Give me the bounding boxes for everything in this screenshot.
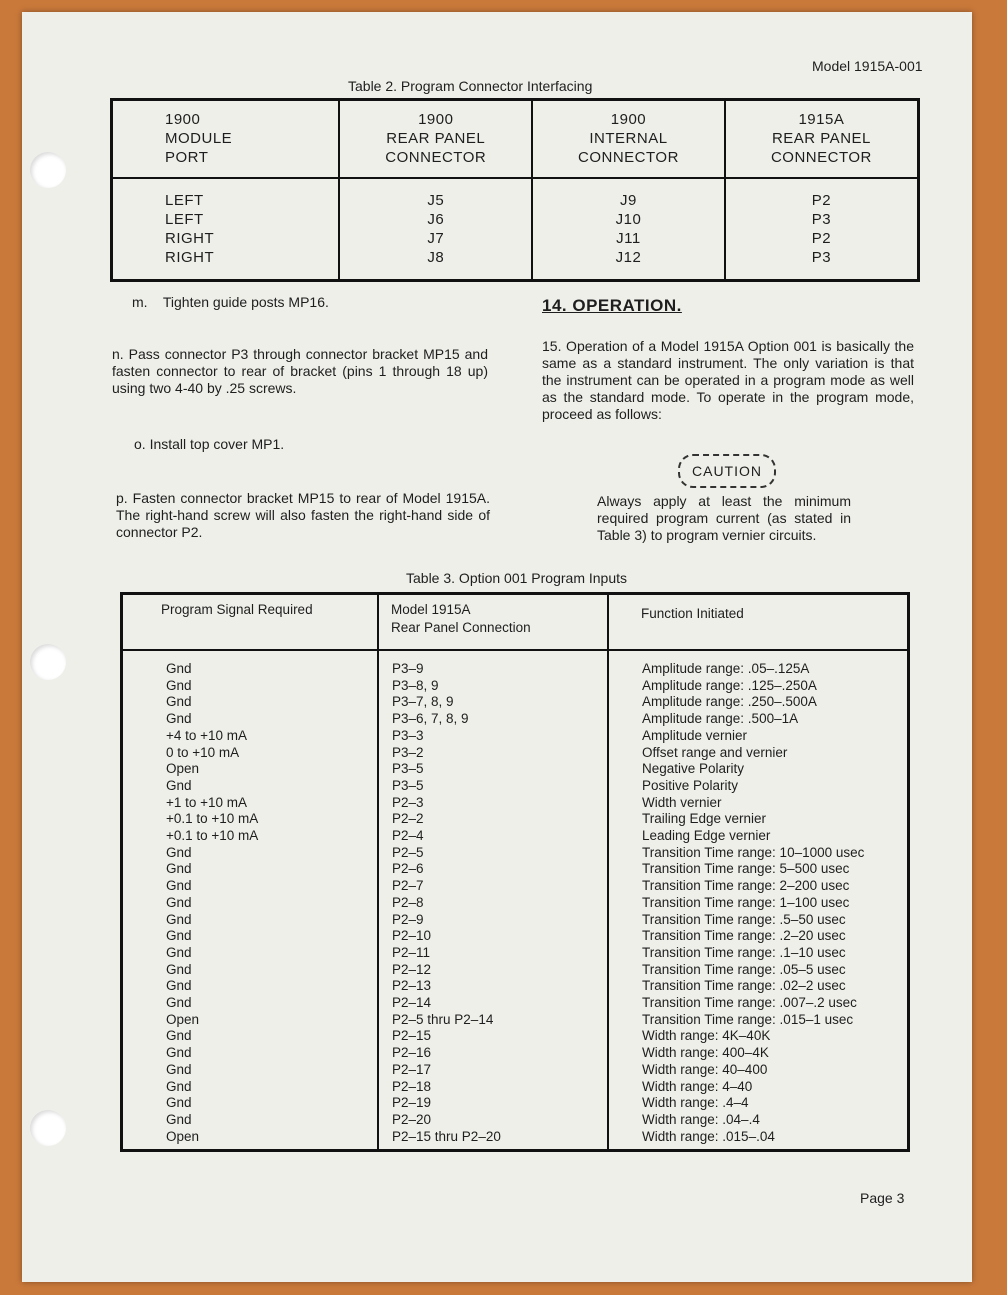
table3-cell: Gnd bbox=[166, 894, 192, 910]
table3-cell: Transition Time range: .02–2 usec bbox=[642, 978, 846, 994]
table3-cell: P2–4 bbox=[392, 828, 424, 844]
binder-hole bbox=[30, 1110, 66, 1146]
table3-caption: Table 3. Option 001 Program Inputs bbox=[406, 570, 628, 586]
table3-cell: Gnd bbox=[166, 844, 192, 860]
table3-cell: P2–8 bbox=[392, 894, 424, 910]
table3-cell: P3–9 bbox=[392, 661, 424, 676]
table3-cell: Amplitude range: .05–.125A bbox=[642, 661, 810, 676]
table3-cell: Gnd bbox=[166, 978, 192, 994]
table3-cell: Amplitude range: .250–.500A bbox=[642, 694, 817, 710]
table2-header-1915a-rear: 1915A REAR PANEL CONNECTOR bbox=[725, 100, 919, 178]
table3-cell: Transition Time range: 5–500 usec bbox=[642, 861, 850, 877]
table3-cell: P2–12 bbox=[392, 961, 432, 977]
table3-cell: +4 to +10 mA bbox=[166, 727, 248, 743]
table3-cell: +0.1 to +10 mA bbox=[166, 811, 259, 827]
table3-header-signal: Program Signal Required bbox=[122, 594, 379, 651]
table3-cell: Leading Edge vernier bbox=[642, 828, 771, 844]
table2-col-1915a-rear: P2 P3 P2 P3 bbox=[725, 178, 919, 281]
table3-cell: Gnd bbox=[166, 944, 192, 960]
table3-cell: Trailing Edge vernier bbox=[642, 811, 767, 827]
caution-label: CAUTION bbox=[678, 454, 776, 488]
table3-cell: P2–10 bbox=[392, 928, 432, 944]
table3-cell: Transition Time range: 1–100 usec bbox=[642, 894, 850, 910]
table3-header-connection: Model 1915A Rear Panel Connection bbox=[378, 594, 608, 651]
table2-header-module-port: 1900 MODULE PORT bbox=[112, 100, 340, 178]
table3-cell: P2–5 thru P2–14 bbox=[392, 1011, 494, 1027]
table2 bbox=[110, 98, 920, 282]
table3-cell: Gnd bbox=[166, 1028, 192, 1044]
table3-cell: Transition Time range: .5–50 usec bbox=[642, 911, 846, 927]
table3-cell: P2–9 bbox=[392, 911, 424, 927]
table3-cell: Gnd bbox=[166, 861, 192, 877]
table3-cell: P2–5 bbox=[392, 844, 424, 860]
table3-cell: Gnd bbox=[166, 928, 192, 944]
table3-cell: Gnd bbox=[166, 1111, 192, 1127]
table3-cell: Gnd bbox=[166, 661, 192, 676]
table2-caption: Table 2. Program Connector Interfacing bbox=[348, 78, 593, 94]
table3-cell: Open bbox=[166, 1011, 200, 1027]
model-header: Model 1915A-001 bbox=[812, 58, 923, 74]
binder-hole bbox=[30, 644, 66, 680]
table3-cell: Offset range and vernier bbox=[642, 744, 788, 760]
table2-col-internal: J9 J10 J11 J12 bbox=[532, 178, 725, 281]
table3-cell: P2–14 bbox=[392, 995, 432, 1011]
table3-cell: P2–18 bbox=[392, 1078, 432, 1094]
table3-cell: Transition Time range: .015–1 usec bbox=[642, 1011, 854, 1027]
table3-cell: Width range: 40–400 bbox=[642, 1061, 768, 1077]
table3-cell: Amplitude vernier bbox=[642, 727, 748, 743]
table3-cell: Gnd bbox=[166, 1045, 192, 1061]
table3-cell: Positive Polarity bbox=[642, 777, 739, 793]
table3-cell: 0 to +10 mA bbox=[166, 744, 240, 760]
table3-cell: Negative Polarity bbox=[642, 761, 745, 777]
table3-cell: Transition Time range: 2–200 usec bbox=[642, 878, 850, 894]
table3-cell: P2–20 bbox=[392, 1111, 432, 1127]
table3-cell: Gnd bbox=[166, 1061, 192, 1077]
table3-cell: P2–11 bbox=[392, 944, 431, 960]
table3-cell: Width range: .015–.04 bbox=[642, 1128, 775, 1144]
manual-page bbox=[22, 12, 972, 1282]
table3-cell: Gnd bbox=[166, 961, 192, 977]
table3-cell: Open bbox=[166, 761, 200, 777]
table3-cell: Width range: .04–.4 bbox=[642, 1111, 760, 1127]
table3-cell: +0.1 to +10 mA bbox=[166, 828, 259, 844]
table3-cell: P2–15 thru P2–20 bbox=[392, 1128, 501, 1144]
table3-col-signal bbox=[122, 650, 379, 1151]
table3-cell: P2–2 bbox=[392, 811, 424, 827]
table3-cell: Gnd bbox=[166, 878, 192, 894]
table3-cell: P3–5 bbox=[392, 761, 424, 777]
table3-cell: P2–7 bbox=[392, 878, 424, 894]
table3-cell: Gnd bbox=[166, 1095, 192, 1111]
page-number: Page 3 bbox=[860, 1190, 905, 1206]
table3-cell: Gnd bbox=[166, 677, 192, 693]
table3-cell: P3–7, 8, 9 bbox=[392, 694, 454, 710]
table3-cell: Open bbox=[166, 1128, 200, 1144]
table3-cell: Gnd bbox=[166, 777, 192, 793]
table3-cell: Gnd bbox=[166, 1078, 192, 1094]
table3-cell: Transition Time range: 10–1000 usec bbox=[642, 844, 865, 860]
step-n: n. Pass connector P3 through connector bracket MP15 and fasten connector to rear of bracket (pins 1 through 18 up) using two 4-40 by .25 screws. bbox=[112, 346, 488, 396]
caution-text: Always apply at least the minimum required program current (as stated in Table 3) to program vernier circuits. bbox=[597, 493, 851, 543]
table3-cell: Transition Time range: .007–.2 usec bbox=[642, 995, 857, 1011]
table3-cell: P2–16 bbox=[392, 1045, 432, 1061]
binder-hole bbox=[30, 152, 66, 188]
table3-cell: Gnd bbox=[166, 995, 192, 1011]
table3-cell: Width range: 400–4K bbox=[642, 1045, 769, 1061]
table3-cell: Transition Time range: .1–10 usec bbox=[642, 944, 846, 960]
table2-col-rear-panel: J5 J6 J7 J8 bbox=[339, 178, 532, 281]
table3-col-connection bbox=[378, 650, 608, 1151]
table3-cell: Width range: 4K–40K bbox=[642, 1028, 771, 1044]
table3-cell: P3–3 bbox=[392, 727, 424, 743]
table3-cell: Amplitude range: .125–.250A bbox=[642, 677, 817, 693]
table3-cell: Transition Time range: .2–20 usec bbox=[642, 928, 846, 944]
table3-cell: P2–3 bbox=[392, 794, 424, 810]
table2-header-rear-panel: 1900 REAR PANEL CONNECTOR bbox=[339, 100, 532, 178]
table3-cell: P2–13 bbox=[392, 978, 432, 994]
table3-cell: Width range: 4–40 bbox=[642, 1078, 753, 1094]
step-o: o. Install top cover MP1. bbox=[134, 436, 285, 452]
operation-paragraph-15: 15. Operation of a Model 1915A Option 001 is basically the same as a standard instrument. The only variation is that the instrument can be operated in a program mode as well as the standard mode. To operate in the program mode, proceed as follows: bbox=[542, 338, 914, 422]
table3-cell: P3–2 bbox=[392, 744, 424, 760]
operation-title: 14. OPERATION. bbox=[542, 296, 682, 315]
table3-cell: P3–6, 7, 8, 9 bbox=[392, 711, 469, 727]
table2-header-internal: 1900 INTERNAL CONNECTOR bbox=[532, 100, 725, 178]
table3-cell: Gnd bbox=[166, 711, 192, 727]
table3-col-function bbox=[608, 650, 909, 1151]
table3-cell: P2–19 bbox=[392, 1095, 432, 1111]
table3-cell: P2–6 bbox=[392, 861, 424, 877]
table3-cell: Width range: .4–4 bbox=[642, 1095, 749, 1111]
table3-cell: Gnd bbox=[166, 694, 192, 710]
table3-cell: +1 to +10 mA bbox=[166, 794, 248, 810]
table3-cell: P3–5 bbox=[392, 777, 424, 793]
table3-header-function: Function Initiated bbox=[608, 594, 909, 651]
table3-cell: P3–8, 9 bbox=[392, 677, 439, 693]
table3-cell: Amplitude range: .500–1A bbox=[642, 711, 799, 727]
table3-cell: Gnd bbox=[166, 911, 192, 927]
table3-cell: Width vernier bbox=[642, 794, 722, 810]
table3-cell: P2–15 bbox=[392, 1028, 432, 1044]
table2-col-module-port: LEFT LEFT RIGHT RIGHT bbox=[112, 178, 340, 281]
table3-cell: P2–17 bbox=[392, 1061, 432, 1077]
step-p: p. Fasten connector bracket MP15 to rear of Model 1915A. The right-hand screw will also fasten the right-hand side of connector P2. bbox=[116, 490, 490, 540]
table3 bbox=[120, 592, 910, 1152]
table3-cell: Transition Time range: .05–5 usec bbox=[642, 961, 846, 977]
step-m: m. Tighten guide posts MP16. bbox=[132, 294, 329, 310]
